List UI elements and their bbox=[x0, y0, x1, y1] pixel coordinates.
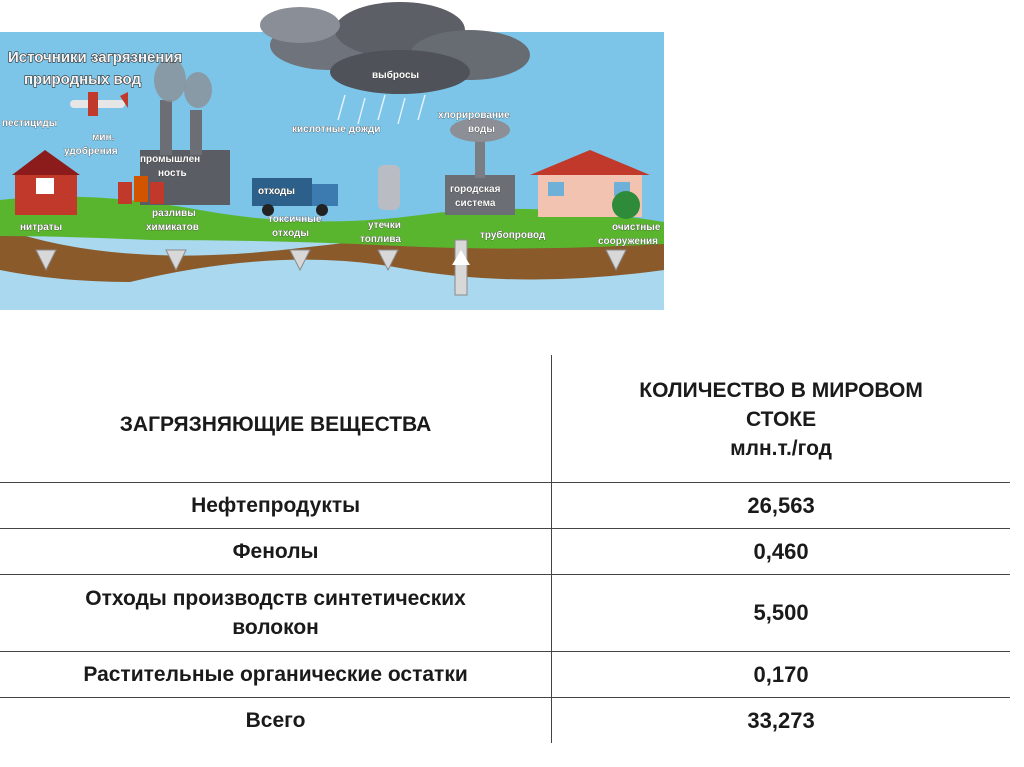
header-amount-unit: млн.т./год bbox=[730, 437, 832, 460]
amount-cell: 26,563 bbox=[552, 483, 1010, 529]
amount-cell: 0,170 bbox=[552, 652, 1010, 698]
label-toxic-waste-line2: отходы bbox=[272, 228, 309, 239]
label-fuel-leaks-line1: утечки bbox=[368, 220, 401, 231]
amount-cell: 0,460 bbox=[552, 529, 1010, 575]
table-row bbox=[0, 652, 1010, 698]
table-header-row bbox=[0, 355, 1010, 483]
label-pipeline: трубопровод bbox=[480, 230, 546, 241]
substance-cell bbox=[0, 575, 552, 652]
substance-cell: Фенолы bbox=[232, 539, 319, 563]
illustration-title-line1: Источники загрязнения bbox=[8, 49, 183, 66]
label-pesticides: пестициды bbox=[2, 118, 58, 129]
amount-cell: 5,500 bbox=[552, 575, 1010, 652]
header-amount-line2: СТОКЕ bbox=[746, 408, 817, 431]
label-chem-spills-line1: разливы bbox=[152, 208, 196, 219]
label-chem-spills-line2: химикатов bbox=[146, 222, 199, 233]
label-city-system-line1: городская bbox=[450, 184, 501, 195]
substance-line2: волокон bbox=[232, 616, 319, 639]
label-city-system-line2: система bbox=[455, 198, 496, 209]
table-row bbox=[0, 529, 1010, 575]
label-acid-rain: кислотные дожди bbox=[292, 124, 381, 135]
label-toxic-waste-line1: токсичные bbox=[268, 214, 322, 225]
substance-line1: Отходы производств синтетических bbox=[85, 587, 466, 610]
pollutants-table bbox=[0, 355, 1010, 743]
pipe-well-icon bbox=[452, 240, 470, 295]
label-fertilizer-line2: удобрения bbox=[64, 146, 118, 157]
label-industry-line1: промышлен bbox=[140, 154, 201, 165]
label-nitrates: нитраты bbox=[20, 222, 63, 233]
label-chlorination-line2: воды bbox=[468, 124, 495, 135]
label-treatment-line1: очистные bbox=[612, 222, 661, 233]
table-row bbox=[0, 575, 1010, 652]
pollutants-table-area bbox=[0, 355, 1024, 735]
illustration-canvas bbox=[0, 0, 664, 310]
substance-cell: Нефтепродукты bbox=[191, 493, 361, 517]
label-waste: отходы bbox=[258, 186, 295, 197]
label-treatment-line2: сооружения bbox=[598, 236, 658, 247]
total-label-cell: Всего bbox=[245, 708, 306, 732]
table-row bbox=[0, 483, 1010, 529]
header-pollutants: ЗАГРЯЗНЯЮЩИЕ ВЕЩЕСТВА bbox=[119, 412, 432, 436]
total-amount-cell: 33,273 bbox=[552, 698, 1010, 744]
water-pollution-sources-illustration bbox=[0, 0, 664, 310]
label-fuel-leaks-line2: топлива bbox=[360, 234, 401, 245]
header-amount-line1: КОЛИЧЕСТВО В МИРОВОМ bbox=[639, 379, 923, 402]
table-row-total bbox=[0, 698, 1010, 744]
label-industry-line2: ность bbox=[158, 168, 187, 179]
label-chlorination-line1: хлорирование bbox=[438, 110, 510, 121]
header-amount bbox=[552, 355, 1010, 483]
label-fertilizer-line1: мин. bbox=[92, 132, 115, 143]
label-emissions: выбросы bbox=[372, 70, 420, 81]
fuel-tank-icon bbox=[378, 165, 400, 210]
illustration-title-line2: природных вод bbox=[24, 71, 141, 88]
substance-cell: Растительные органические остатки bbox=[83, 662, 468, 686]
